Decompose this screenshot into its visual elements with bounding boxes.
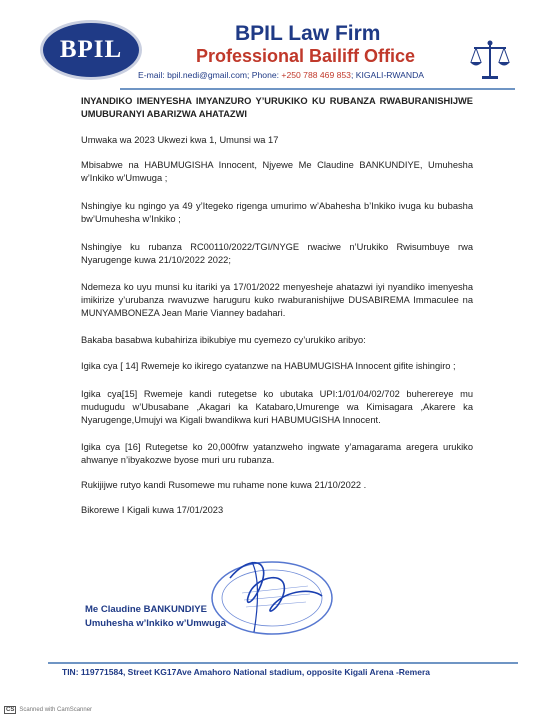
logo-text: BPIL (59, 36, 123, 63)
camscanner-icon: CS (6, 707, 15, 713)
contact-email: E-mail: bpil.nedi@gmail.com; Phone: (138, 70, 282, 80)
firm-name: BPIL Law Firm (235, 22, 381, 45)
paragraph-notification: Ndemeza ko uyu munsi ku itariki ya 17/01/2022 menyesheje ahatazwi iyi nyandiko imenyesha imikirize y’urubanza rwavuzwe haruguru kuko rwaburanishijwe DUSABIREMA Immaculee na MUNYAMBONEZA Jean Marie Vianney badahari. (81, 282, 473, 318)
header-divider (120, 88, 515, 90)
contact-location: ; KIGALI-RWANDA (350, 70, 425, 80)
signature-stamp (200, 548, 340, 648)
contact-line (138, 70, 424, 80)
place-and-date: Bikorewe I Kigali kuwa 17/01/2023 (81, 505, 224, 515)
paragraph-clause-15: Igika cya[15] Rwemeje kandi rutegetse ko ubutaka UPI:1/01/04/02/702 buherereye mu mudugudu w’Ubusabane ,Akagari ka Katabaro,Umurenge wa Kimisagara ,Akarere ka Nyarugenge,Umujyi wa Kigali bwandikwa kuri HABUMUGISHA Innocent. (81, 389, 473, 425)
firm-subtitle: Professional Bailiff Office (196, 46, 416, 66)
date-line: Umwaka wa 2023 Ukwezi kwa 1, Umunsi wa 17 (81, 135, 279, 145)
signatory-title: Umuhesha w’Inkiko w’Umwuga (85, 618, 226, 629)
paragraph-request: Mbisabwe na HABUMUGISHA Innocent, Njyewe Me Claudine BANKUNDIYE, Umuhesha w’Inkiko w’Umwuga ; (81, 160, 473, 183)
paragraph-clause-16: Igika cya [16] Rutegetse ko 20,000frw yatanzweho ingwate y’amagarama aregera urukiko ahwanye n’ibyakozwe byose muri uru rubanza. (81, 442, 473, 465)
scales-of-justice-icon (468, 38, 512, 82)
footer-address: TIN: 119771584, Street KG17Ave Amahoro National stadium, opposite Kigali Arena -Remera (62, 667, 430, 677)
paragraph-compliance: Bakaba basabwa kubahiriza ibikubiye mu cyemezo cy’urukiko aribyo: (81, 335, 366, 345)
signatory-block (85, 603, 226, 631)
document-title: INYANDIKO IMENYESHA IMYANZURO Y’URUKIKO KU RUBANZA RWABURANISHIJWE UMUBURANYI ABARIZWA AHATAZWI (81, 96, 473, 119)
footer-divider (48, 662, 518, 664)
document-body (81, 92, 473, 517)
scanner-label: Scanned with CamScanner (19, 707, 93, 713)
paragraph-judgment-reading: Rukijijwe rutyo kandi Rusomewe mu ruhame none kuwa 21/10/2022 . (81, 480, 367, 490)
scanner-watermark (4, 706, 92, 714)
contact-phone: +250 788 469 853 (281, 70, 351, 80)
paragraph-case-reference: Nshingiye ku rubanza RC00110/2022/TGI/NYGE rwaciwe n’Urukiko Rwisumbuye rwa Nyarugenge kuwa 21/10/2022 2022; (81, 242, 473, 265)
bpil-logo (40, 20, 142, 80)
signatory-name: Me Claudine BANKUNDIYE (85, 604, 207, 615)
paragraph-clause-14: Igika cya [ 14] Rwemeje ko ikirego cyatanzwe na HABUMUGISHA Innocent gifite ishingiro ; (81, 361, 456, 371)
paragraph-legal-basis: Nshingiye ku ngingo ya 49 y’Itegeko rigenga umurimo w’Abahesha b’Inkiko ivuga ku bubasha bw’Umuhesha w’Inkiko ; (81, 201, 473, 224)
